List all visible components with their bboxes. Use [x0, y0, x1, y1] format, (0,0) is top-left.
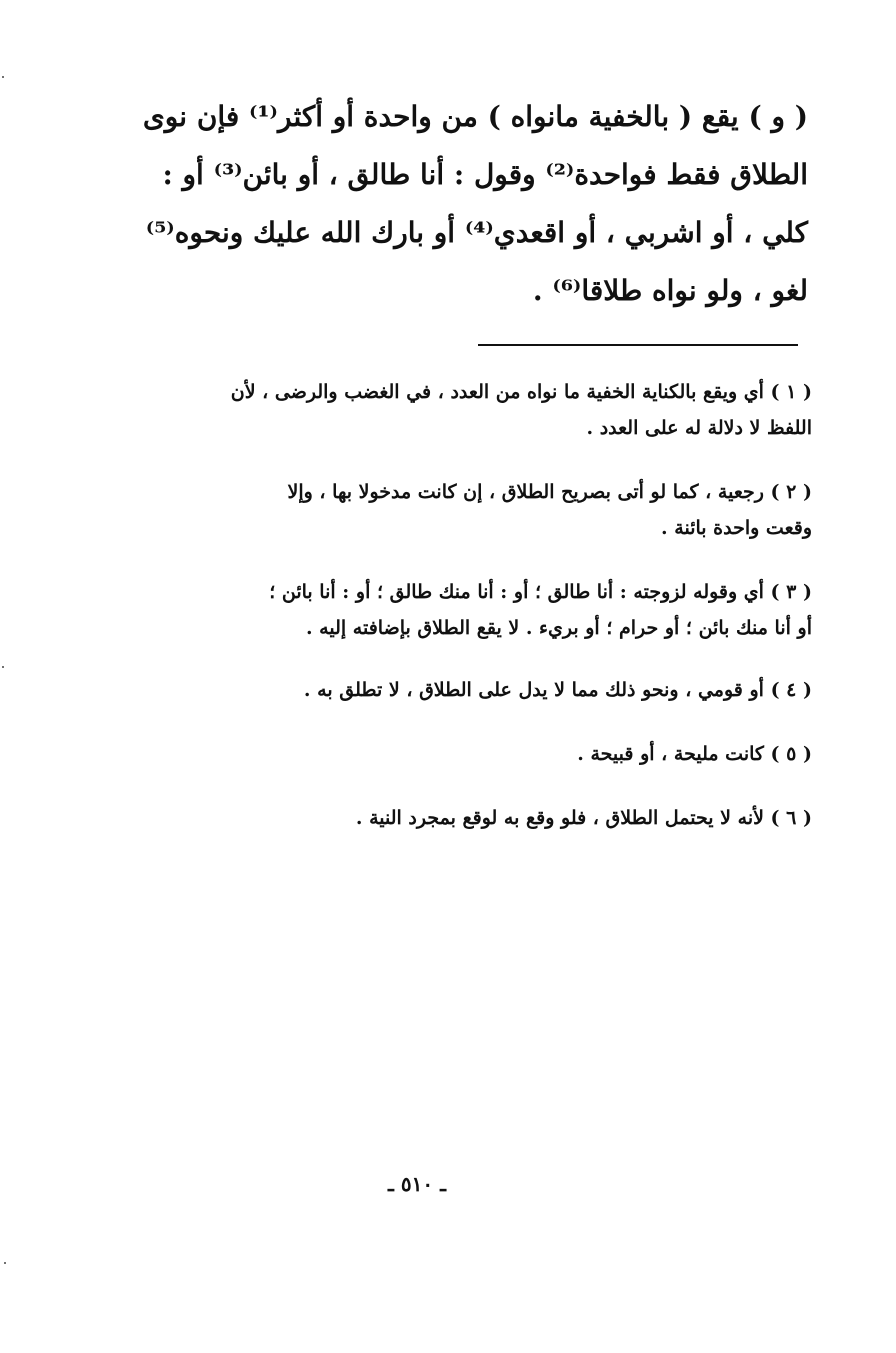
footnote-separator: [478, 344, 798, 346]
main-text-line: لغو ، ولو نواه طلاقا⁽⁶⁾ .: [532, 274, 808, 307]
footnote-line: ( ١ ) أي ويقع بالكناية الخفية ما نواه من العدد ، في الغضب والرضى ، لأن: [230, 381, 812, 403]
footnote-line: ( ٦ ) لأنه لا يحتمل الطلاق ، فلو وقع به لوقع بمجرد النية .: [355, 807, 812, 829]
footnote-line: ( ٤ ) أو قومي ، ونحو ذلك مما لا يدل على الطلاق ، لا تطلق به .: [303, 679, 812, 701]
footnote-line: اللفظ لا دلالة له على العدد .: [586, 417, 812, 439]
footnote-line: وقعت واحدة بائنة .: [661, 517, 812, 539]
footnote-6: [58, 800, 812, 836]
main-text-block: [60, 88, 808, 320]
footnote-line: أو أنا منك بائن ؛ أو حرام ؛ أو بريء . لا يقع الطلاق بإضافته إليه .: [305, 617, 812, 639]
footnote-4: [58, 672, 812, 708]
footnote-2: [58, 474, 812, 546]
footnote-line: ( ٥ ) كانت مليحة ، أو قبيحة .: [577, 743, 812, 765]
main-text-line: الطلاق فقط فواحدة⁽²⁾ وقول : أنا طالق ، أو بائن⁽³⁾ أو :: [162, 158, 808, 191]
footnote-3: [58, 574, 812, 646]
footnote-5: [58, 736, 812, 772]
footnote-1: [58, 374, 812, 446]
main-text-line: ( و ) يقع ( بالخفية مانواه ) من واحدة أو أكثر⁽¹⁾ فإن نوى: [142, 100, 808, 133]
scan-speck: [4, 1262, 6, 1264]
scan-speck: [2, 666, 4, 668]
footnote-line: ( ٢ ) رجعية ، كما لو أتى بصريح الطلاق ، إن كانت مدخولا بها ، وإلا: [287, 481, 812, 503]
footnotes-section: [58, 374, 812, 864]
main-text-line: كلي ، أو اشربي ، أو اقعدي⁽⁴⁾ أو بارك الله عليك ونحوه⁽⁵⁾: [145, 216, 808, 249]
scan-speck: [2, 76, 4, 78]
footnote-line: ( ٣ ) أي وقوله لزوجته : أنا طالق ؛ أو : أنا منك طالق ؛ أو : أنا بائن ؛: [269, 581, 812, 603]
page-number: ـ ٥١٠ ـ: [388, 1172, 446, 1196]
